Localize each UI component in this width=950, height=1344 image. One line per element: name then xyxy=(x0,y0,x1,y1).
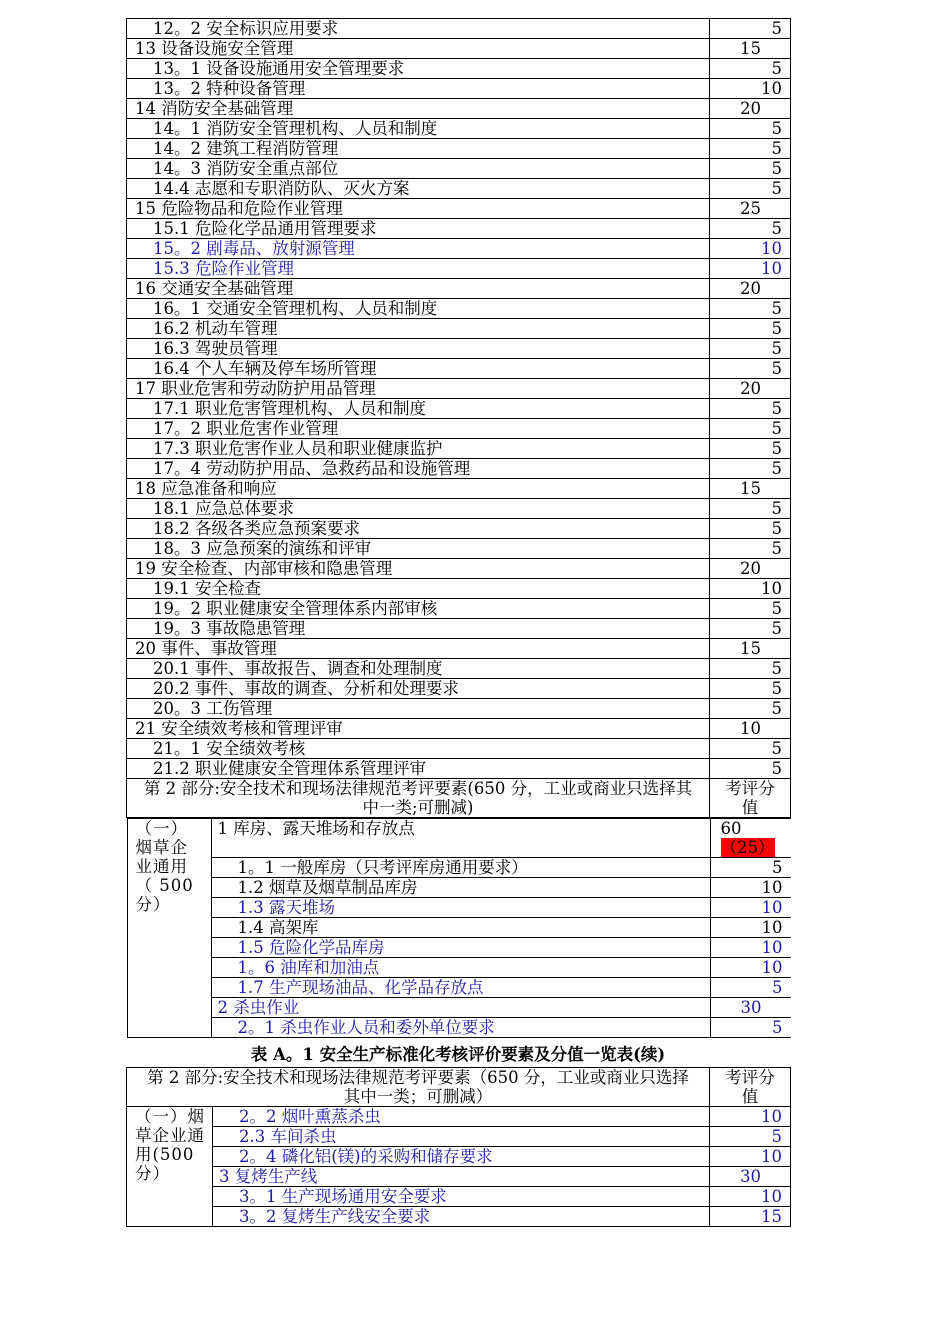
row-score: 30 xyxy=(710,1167,791,1187)
part2-header-row xyxy=(127,779,791,818)
row-score: 5 xyxy=(710,59,791,79)
row-score: 5 xyxy=(710,339,791,359)
row-label: 14。3 消防安全重点部位 xyxy=(127,159,710,179)
row-score: 15 xyxy=(710,639,791,659)
table-row xyxy=(127,1018,791,1038)
row-score: 10 xyxy=(710,79,791,99)
row-label: 1.7 生产现场油品、化学品存放点 xyxy=(211,978,710,998)
row-score: 15 xyxy=(710,479,791,499)
table-row xyxy=(127,299,791,319)
row-label: 17。2 职业危害作业管理 xyxy=(127,419,710,439)
table-row xyxy=(127,579,791,599)
row-score: 10 xyxy=(710,1187,791,1207)
table-row xyxy=(127,139,791,159)
section-label: （一）烟草企业通用(500 分） xyxy=(127,1107,213,1227)
part2-header-title: 第 2 部分:安全技术和现场法律规范考评要素(650 分，工业或商业只选择其中一类;可删减) xyxy=(127,779,710,818)
table-row xyxy=(127,1147,791,1167)
table-row xyxy=(127,599,791,619)
table-row xyxy=(127,699,791,719)
row-label: 16 交通安全基础管理 xyxy=(127,279,710,299)
row-score: 15 xyxy=(710,1207,791,1227)
row-score: 10 xyxy=(710,579,791,599)
row-label: 2.3 车间杀虫 xyxy=(213,1127,710,1147)
section-one-table xyxy=(127,818,791,1038)
table-row xyxy=(127,1187,791,1207)
row-label: 21。1 安全绩效考核 xyxy=(127,739,710,759)
table-row xyxy=(127,219,791,239)
table-row xyxy=(127,759,791,779)
row-label: 16.4 个人车辆及停车场所管理 xyxy=(127,359,710,379)
table-row xyxy=(127,399,791,419)
row-label: 18.2 各级各类应急预案要求 xyxy=(127,519,710,539)
row-score: 5 xyxy=(710,619,791,639)
part2-header-score: 考评分值 xyxy=(710,779,791,818)
table-row xyxy=(127,619,791,639)
table-row xyxy=(127,1167,791,1187)
row-score: 5 xyxy=(710,219,791,239)
table-row xyxy=(127,279,791,299)
row-label: 1。6 油库和加油点 xyxy=(211,958,710,978)
row-label: 12。2 安全标识应用要求 xyxy=(127,19,710,39)
row-label: 21 安全绩效考核和管理评审 xyxy=(127,719,710,739)
table-row xyxy=(127,159,791,179)
row-score: 10 xyxy=(710,259,791,279)
table-row xyxy=(127,479,791,499)
row-label: 20 事件、事故管理 xyxy=(127,639,710,659)
row-score: 5 xyxy=(710,499,791,519)
table-row xyxy=(127,679,791,699)
row-label: 18 应急准备和响应 xyxy=(127,479,710,499)
table-row xyxy=(127,339,791,359)
row-label: 19。3 事故隐患管理 xyxy=(127,619,710,639)
row-score: 5 xyxy=(710,978,791,998)
row-score: 5 xyxy=(710,858,791,878)
part2-header-row xyxy=(127,1068,791,1107)
row-score: 10 xyxy=(710,239,791,259)
table-row xyxy=(127,639,791,659)
row-score: 10 xyxy=(710,958,791,978)
table-row xyxy=(127,958,791,978)
table-row xyxy=(127,978,791,998)
row-label: 13 设备设施安全管理 xyxy=(127,39,710,59)
row-label: 14。1 消防安全管理机构、人员和制度 xyxy=(127,119,710,139)
row-label: 18。3 应急预案的演练和评审 xyxy=(127,539,710,559)
table-row xyxy=(127,59,791,79)
row-score: 5 xyxy=(710,1127,791,1147)
table-row xyxy=(127,199,791,219)
row-label: 15 危险物品和危险作业管理 xyxy=(127,199,710,219)
row-score: 10 xyxy=(710,918,791,938)
table-row xyxy=(127,659,791,679)
evaluation-table-part1 xyxy=(126,18,791,1038)
score-note-highlight: （25） xyxy=(720,838,775,857)
row-label: 14 消防安全基础管理 xyxy=(127,99,710,119)
table-row xyxy=(127,319,791,339)
row-label: 2 杀虫作业 xyxy=(211,998,710,1018)
row-label: 15。2 剧毒品、放射源管理 xyxy=(127,239,710,259)
row-label: 2。2 烟叶熏蒸杀虫 xyxy=(213,1107,710,1127)
table-row xyxy=(127,499,791,519)
table-row xyxy=(127,79,791,99)
row-score: 5 xyxy=(710,759,791,779)
part2-header-title: 第 2 部分:安全技术和现场法律规范考评要素（650 分，工业或商业只选择其中一类；可删减） xyxy=(127,1068,710,1107)
row-score: 5 xyxy=(710,679,791,699)
table-row xyxy=(127,519,791,539)
row-label: 3。1 生产现场通用安全要求 xyxy=(213,1187,710,1207)
table-row xyxy=(127,878,791,898)
row-label: 1.3 露天堆场 xyxy=(211,898,710,918)
row-score: 10 xyxy=(710,1107,791,1127)
row-score: 30 xyxy=(710,998,791,1018)
row-label: 17 职业危害和劳动防护用品管理 xyxy=(127,379,710,399)
row-score: 5 xyxy=(710,659,791,679)
table-row xyxy=(127,419,791,439)
table-row xyxy=(127,379,791,399)
row-label: 15.3 危险作业管理 xyxy=(127,259,710,279)
table-row xyxy=(127,99,791,119)
row-label: 20.1 事件、事故报告、调查和处理制度 xyxy=(127,659,710,679)
table-row xyxy=(127,858,791,878)
row-score: 5 xyxy=(710,599,791,619)
table-row xyxy=(127,719,791,739)
row-score: 10 xyxy=(710,898,791,918)
row-score: 5 xyxy=(710,739,791,759)
row-label: 19 安全检查、内部审核和隐患管理 xyxy=(127,559,710,579)
row-label: 19。2 职业健康安全管理体系内部审核 xyxy=(127,599,710,619)
row-label: 13。2 特种设备管理 xyxy=(127,79,710,99)
table-caption: 表 A。1 安全生产标准化考核评价要素及分值一览表(续) xyxy=(250,1045,666,1064)
table-row xyxy=(127,459,791,479)
table-row xyxy=(127,1107,791,1127)
table-row xyxy=(127,739,791,759)
row-score: 5 xyxy=(710,699,791,719)
evaluation-table-part2 xyxy=(126,1067,791,1227)
table-row xyxy=(127,1207,791,1227)
table-row xyxy=(127,239,791,259)
row-label: 3。2 复烤生产线安全要求 xyxy=(213,1207,710,1227)
row-score: 20 xyxy=(710,99,791,119)
table-row xyxy=(127,998,791,1018)
table-row xyxy=(127,539,791,559)
row-score: 20 xyxy=(710,559,791,579)
score-value: 60 xyxy=(720,819,742,838)
section-label: （一）烟草企业通用（ 500 分） xyxy=(127,819,211,1038)
table-row xyxy=(127,1127,791,1147)
row-label: 14.4 志愿和专职消防队、灭火方案 xyxy=(127,179,710,199)
row-score: 10 xyxy=(710,938,791,958)
row-score: 5 xyxy=(710,299,791,319)
row-score: 5 xyxy=(710,119,791,139)
row-label: 1.4 高架库 xyxy=(211,918,710,938)
row-score: 5 xyxy=(710,179,791,199)
row-score: 5 xyxy=(710,439,791,459)
table-row xyxy=(127,918,791,938)
table-row xyxy=(127,119,791,139)
row-score: 5 xyxy=(710,459,791,479)
table-row xyxy=(127,359,791,379)
row-score: 5 xyxy=(710,539,791,559)
row-label: 18.1 应急总体要求 xyxy=(127,499,710,519)
row-label: 1.2 烟草及烟草制品库房 xyxy=(211,878,710,898)
row-score: 5 xyxy=(710,319,791,339)
row-label: 20.2 事件、事故的调查、分析和处理要求 xyxy=(127,679,710,699)
row-score: 20 xyxy=(710,279,791,299)
table-row xyxy=(127,179,791,199)
table-row xyxy=(127,938,791,958)
row-label: 16.3 驾驶员管理 xyxy=(127,339,710,359)
row-score: 10 xyxy=(710,878,791,898)
row-label: 17.1 职业危害管理机构、人员和制度 xyxy=(127,399,710,419)
row-label: 2。4 磷化铝(镁)的采购和储存要求 xyxy=(213,1147,710,1167)
row-score: 5 xyxy=(710,399,791,419)
row-label: 1.5 危险化学品库房 xyxy=(211,938,710,958)
row-score: 10 xyxy=(710,1147,791,1167)
table-row xyxy=(127,559,791,579)
row-score: 5 xyxy=(710,159,791,179)
row-score: 20 xyxy=(710,379,791,399)
row-label: 1 库房、露天堆场和存放点 xyxy=(211,819,710,858)
row-label: 14。2 建筑工程消防管理 xyxy=(127,139,710,159)
row-label: 15.1 危险化学品通用管理要求 xyxy=(127,219,710,239)
row-score: 5 xyxy=(710,19,791,39)
row-score: 15 xyxy=(710,39,791,59)
row-label: 17。4 劳动防护用品、急救药品和设施管理 xyxy=(127,459,710,479)
row-score: 25 xyxy=(710,199,791,219)
table-row xyxy=(127,259,791,279)
table-row xyxy=(127,819,791,858)
row-label: 13。1 设备设施通用安全管理要求 xyxy=(127,59,710,79)
row-score: 5 xyxy=(710,139,791,159)
table-row xyxy=(127,898,791,918)
table-row xyxy=(127,19,791,39)
row-label: 16.2 机动车管理 xyxy=(127,319,710,339)
row-label: 21.2 职业健康安全管理体系管理评审 xyxy=(127,759,710,779)
row-label: 16。1 交通安全管理机构、人员和制度 xyxy=(127,299,710,319)
row-score: 5 xyxy=(710,419,791,439)
row-score: 5 xyxy=(710,359,791,379)
row-label: 20。3 工伤管理 xyxy=(127,699,710,719)
row-score: 5 xyxy=(710,1018,791,1038)
row-score: 10 xyxy=(710,719,791,739)
row-label: 1。1 一般库房（只考评库房通用要求） xyxy=(211,858,710,878)
row-label: 3 复烤生产线 xyxy=(213,1167,710,1187)
row-label: 2。1 杀虫作业人员和委外单位要求 xyxy=(211,1018,710,1038)
row-label: 17.3 职业危害作业人员和职业健康监护 xyxy=(127,439,710,459)
row-score xyxy=(710,819,791,858)
row-label: 19.1 安全检查 xyxy=(127,579,710,599)
part2-header-score: 考评分值 xyxy=(710,1068,791,1107)
table-row xyxy=(127,439,791,459)
table-row xyxy=(127,39,791,59)
row-score: 5 xyxy=(710,519,791,539)
